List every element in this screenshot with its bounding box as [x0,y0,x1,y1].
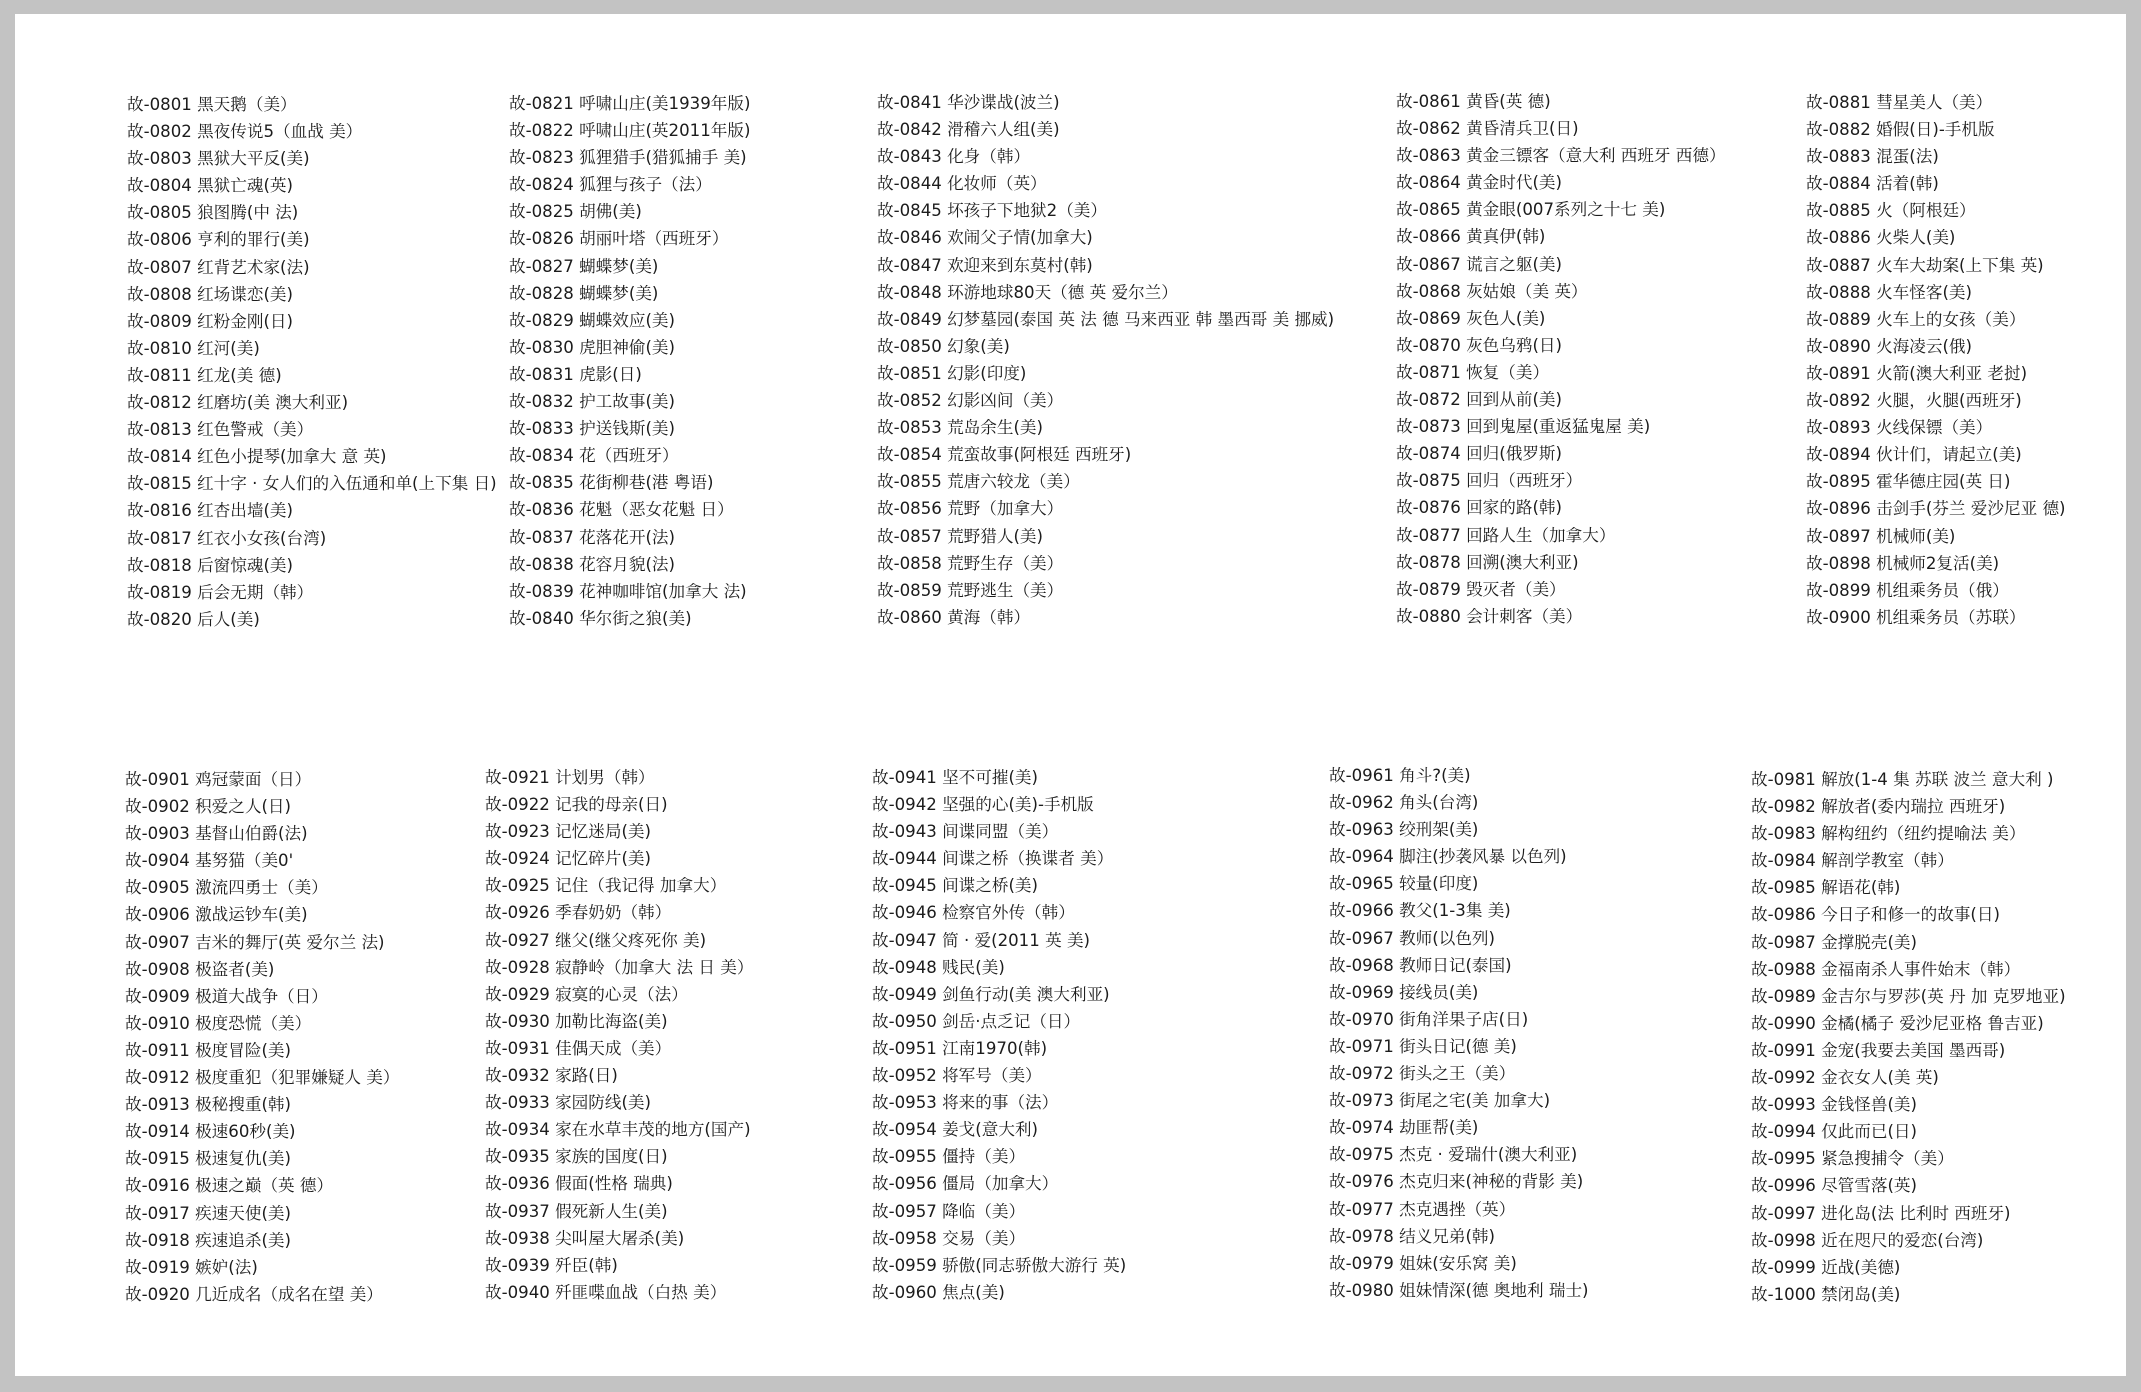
catalog-entry: 故-0972 街头之王（美） [1329,1064,1516,1084]
catalog-entry: 故-0813 红色警戒（美） [127,420,314,440]
catalog-entry: 故-0846 欢闹父子情(加拿大) [877,228,1093,248]
catalog-entry: 故-0894 伙计们，请起立(美) [1806,445,2022,465]
catalog-entry: 故-0829 蝴蝶效应(美) [509,310,676,330]
catalog-entry: 故-0968 教师日记(泰国) [1329,955,1512,975]
catalog-entry: 故-0914 极速60秒(美) [125,1122,296,1142]
catalog-entry: 故-0816 红杏出墙(美) [127,501,294,521]
catalog-entry: 故-0828 蝴蝶梦(美) [509,283,659,303]
catalog-entry: 故-0903 基督山伯爵(法) [125,824,308,844]
catalog-entry: 故-0995 紧急搜捕令（美） [1751,1149,1954,1169]
catalog-entry: 故-0898 机械师2复活(美) [1806,553,2000,573]
catalog-entry: 故-0983 解构纽约（纽约提喻法 美） [1751,824,2026,844]
catalog-entry: 故-0909 极道大战争（日） [125,986,328,1006]
catalog-entry: 故-0802 黑夜传说5（血战 美） [127,122,363,142]
catalog-entry: 故-0889 火车上的女孩（美） [1806,309,2026,329]
catalog-entry: 故-0942 坚强的心(美)-手机版 [872,795,1094,815]
catalog-entry: 故-0939 歼臣(韩) [485,1255,618,1275]
catalog-entry: 故-0928 寂静岭（加拿大 法 日 美） [485,957,754,977]
catalog-entry: 故-0927 继父(继父疼死你 美) [485,930,707,950]
catalog-entry: 故-0858 荒野生存（美） [877,553,1064,573]
catalog-entry: 故-0999 近战(美德) [1751,1257,1901,1277]
catalog-entry: 故-0958 交易（美） [872,1228,1026,1248]
catalog-entry: 故-0987 金撑脱壳(美) [1751,932,1918,952]
catalog-entry: 故-0919 嫉妒(法) [125,1257,258,1277]
catalog-entry: 故-0982 解放者(委内瑞拉 西班牙) [1751,797,2006,817]
catalog-entry: 故-0955 僵持（美） [872,1147,1026,1167]
catalog-entry: 故-0806 亨利的罪行(美) [127,230,310,250]
catalog-entry: 故-0881 彗星美人（美） [1806,93,1993,112]
catalog-entry: 故-0937 假死新人生(美) [485,1201,668,1221]
catalog-entry: 故-0902 积爱之人(日) [125,797,292,817]
catalog-entry: 故-0808 红场谍恋(美) [127,284,294,304]
catalog-entry: 故-0851 幻影(印度) [877,363,1027,383]
catalog-entry: 故-0885 火（阿根廷） [1806,201,1976,221]
catalog-entry: 故-0832 护工故事(美) [509,392,676,412]
catalog-entry: 故-0989 金吉尔与罗莎(英 丹 加 克罗地亚) [1751,986,2066,1006]
catalog-entry: 故-0913 极秘搜重(韩) [125,1095,292,1115]
catalog-entry: 故-0976 杰克归来(神秘的背影 美) [1329,1172,1584,1192]
catalog-entry: 故-0924 记忆碎片(美) [485,849,652,869]
catalog-entry: 故-0906 激战运钞车(美) [125,905,308,925]
catalog-entry: 故-0815 红十字 · 女人们的入伍通和单(上下集 日) [127,474,497,494]
catalog-entry: 故-0963 绞刑架(美) [1329,820,1479,840]
catalog-entry: 故-0893 火线保镖（美） [1806,418,1993,438]
catalog-entry: 故-0892 火腿，火腿(西班牙) [1806,391,2022,411]
catalog-entry: 故-0804 黑狱亡魂(英) [127,176,294,196]
catalog-entry: 故-0947 简 · 爱(2011 英 美) [872,930,1091,950]
catalog-entry: 故-0852 幻影凶间（美） [877,391,1064,411]
catalog-entry: 故-0984 解剖学教室（韩） [1751,851,1954,871]
catalog-entry: 故-0956 僵局（加拿大） [872,1174,1059,1194]
catalog-entry: 故-0836 花魁（恶女花魁 日） [509,500,734,520]
catalog-entry: 故-0922 记我的母亲(日) [485,795,668,815]
catalog-entry: 故-0842 滑稽六人组(美) [877,120,1060,140]
catalog-entry: 故-0882 婚假(日)-手机版 [1806,120,1995,140]
catalog-entry: 故-0933 家园防线(美) [485,1093,652,1113]
catalog-entry: 故-0960 焦点(美) [872,1282,1005,1302]
catalog-entry: 故-0833 护送钱斯(美) [509,419,676,439]
catalog-entry: 故-0848 环游地球80天（德 英 爱尔兰） [877,282,1178,302]
catalog-entry: 故-0931 佳偶天成（美） [485,1038,672,1058]
catalog-entry: 故-0929 寂寞的心灵（法） [485,984,688,1004]
catalog-entry: 故-0904 基努猫（美0' [125,851,294,871]
catalog-entry: 故-0838 花容月貌(法) [509,554,676,574]
catalog-entry: 故-0856 荒野（加拿大） [877,499,1064,519]
catalog-column-0801-0820 [127,91,497,633]
catalog-entry: 故-0985 解语花(韩) [1751,878,1901,898]
catalog-entry: 故-0879 毁灭者（美） [1396,579,1566,599]
catalog-column-0921-0940 [485,764,753,1306]
catalog-entry: 故-0951 江南1970(韩) [872,1038,1048,1058]
catalog-entry: 故-0895 霍华德庄园(英 日) [1806,472,2011,492]
catalog-entry: 故-0888 火车怪客(美) [1806,282,1973,302]
catalog-entry: 故-0971 街头日记(德 美) [1329,1036,1517,1056]
catalog-entry: 故-0854 荒蛮故事(阿根廷 西班牙) [877,445,1132,465]
catalog-entry: 故-0899 机组乘务员（俄） [1806,580,2009,600]
catalog-entry: 故-0817 红衣小女孩(台湾) [127,528,327,548]
catalog-column-0841-0860 [877,89,1334,631]
catalog-entry: 故-0912 极度重犯（犯罪嫌疑人 美） [125,1068,400,1088]
catalog-entry: 故-0834 花（西班牙） [509,446,679,466]
catalog-entry: 故-0967 教师(以色列) [1329,928,1496,948]
catalog-entry: 故-0978 结义兄弟(韩) [1329,1226,1496,1246]
catalog-entry: 故-0930 加勒比海盗(美) [485,1011,668,1031]
catalog-entry: 故-0849 幻梦墓园(泰国 英 法 德 马来西亚 韩 墨西哥 美 挪威) [877,309,1335,329]
catalog-entry: 故-0897 机械师(美) [1806,526,1956,546]
catalog-column-0881-0900 [1806,89,2066,631]
catalog-entry: 故-0810 红河(美) [127,338,260,358]
catalog-entry: 故-0807 红背艺术家(法) [127,257,310,277]
catalog-entry: 故-0905 激流四勇士（美） [125,878,328,898]
catalog-entry: 故-0824 狐狸与孩子（法） [509,175,712,195]
catalog-entry: 故-0886 火柴人(美) [1806,228,1956,248]
catalog-entry: 故-0996 尽管雪落(英) [1751,1176,1918,1196]
catalog-entry: 故-0883 混蛋(法) [1806,147,1939,167]
catalog-entry: 故-0954 姜戈(意大利) [872,1120,1039,1140]
catalog-entry: 故-0864 黄金时代(美) [1396,173,1563,193]
catalog-entry: 故-0953 将来的事（法） [872,1093,1059,1113]
catalog-entry: 故-1000 禁闭岛(美) [1751,1284,1901,1304]
catalog-column-0981-1000 [1751,766,2066,1308]
catalog-entry: 故-0908 极盗者(美) [125,959,275,979]
catalog-entry: 故-0843 化身（韩） [877,147,1031,167]
catalog-entry: 故-0863 黄金三镖客（意大利 西班牙 西德） [1396,146,1726,166]
catalog-entry: 故-0916 极速之巅（英 德） [125,1176,334,1196]
catalog-entry: 故-0857 荒野猎人(美) [877,526,1044,546]
catalog-entry: 故-0932 家路(日) [485,1066,618,1086]
catalog-entry: 故-0900 机组乘务员（苏联） [1806,607,2026,627]
catalog-entry: 故-0884 活着(韩) [1806,174,1939,194]
catalog-entry: 故-0819 后会无期（韩） [127,582,314,602]
catalog-entry: 故-0835 花街柳巷(港 粤语) [509,473,714,493]
catalog-entry: 故-0918 疾速追杀(美) [125,1230,292,1250]
catalog-entry: 故-0990 金橘(橘子 爱沙尼亚格 鲁吉亚) [1751,1013,2044,1033]
catalog-entry: 故-0853 荒岛余生(美) [877,418,1044,438]
catalog-entry: 故-0970 街角洋果子店(日) [1329,1009,1529,1029]
catalog-entry: 故-0911 极度冒险(美) [125,1040,292,1060]
catalog-entry: 故-0820 后人(美) [127,609,260,629]
catalog-column-0901-0920 [125,766,400,1308]
catalog-entry: 故-0877 回路人生（加拿大） [1396,525,1616,545]
catalog-entry: 故-0844 化妆师（英） [877,174,1047,194]
catalog-entry: 故-0869 灰色人(美) [1396,308,1546,328]
catalog-column-0941-0960 [872,764,1126,1306]
catalog-entry: 故-0975 杰克 · 爱瑞什(澳大利亚) [1329,1145,1578,1165]
catalog-entry: 故-0974 劫匪帮(美) [1329,1118,1479,1138]
catalog-entry: 故-0859 荒野逃生（美） [877,580,1064,600]
catalog-entry: 故-0915 极速复仇(美) [125,1149,292,1169]
catalog-entry: 故-0862 黄昏清兵卫(日) [1396,119,1579,139]
catalog-entry: 故-0969 接线员(美) [1329,982,1479,1002]
catalog-entry: 故-0901 鸡冠蒙面（日） [125,770,312,789]
catalog-entry: 故-0876 回家的路(韩) [1396,498,1563,518]
catalog-entry: 故-0896 击剑手(芬兰 爱沙尼亚 德) [1806,499,2066,519]
catalog-entry: 故-0917 疾速天使(美) [125,1203,292,1223]
catalog-entry: 故-0981 解放(1-4 集 苏联 波兰 意大利 ) [1751,770,2054,789]
catalog-column-0961-0980 [1329,762,1589,1304]
catalog-entry: 故-0965 较量(印度) [1329,874,1479,894]
catalog-entry: 故-0936 假面(性格 瑞典) [485,1174,673,1194]
catalog-entry: 故-0850 幻象(美) [877,336,1010,356]
catalog-entry: 故-0949 剑鱼行动(美 澳大利亚) [872,984,1110,1004]
catalog-entry: 故-0925 记住（我记得 加拿大） [485,876,727,896]
catalog-entry: 故-0907 吉米的舞厅(英 爱尔兰 法) [125,932,385,952]
catalog-entry: 故-0887 火车大劫案(上下集 英) [1806,255,2044,275]
catalog-entry: 故-0973 街尾之宅(美 加拿大) [1329,1091,1551,1111]
catalog-column-0861-0880 [1396,88,1726,630]
catalog-entry: 故-0839 花神咖啡馆(加拿大 法) [509,581,747,601]
catalog-entry: 故-0950 剑岳·点乏记（日） [872,1011,1081,1031]
catalog-entry: 故-0868 灰姑娘（美 英） [1396,281,1588,301]
catalog-entry: 故-0827 蝴蝶梦(美) [509,256,659,276]
catalog-entry: 故-0874 回归(俄罗斯) [1396,444,1563,464]
catalog-entry: 故-0805 狼图腾(中 法) [127,203,299,223]
catalog-entry: 故-0952 将军号（美） [872,1066,1042,1086]
catalog-entry: 故-0840 华尔街之狼(美) [509,608,692,628]
catalog-entry: 故-0959 骄傲(同志骄傲大游行 英) [872,1255,1127,1275]
catalog-entry: 故-0871 恢复（美） [1396,362,1550,382]
catalog-entry: 故-0923 记忆迷局(美) [485,822,652,842]
catalog-entry: 故-0938 尖叫屋大屠杀(美) [485,1228,685,1248]
catalog-entry: 故-0986 今日子和修一的故事(日) [1751,905,2000,925]
catalog-entry: 故-0948 贱民(美) [872,957,1005,977]
catalog-entry: 故-0998 近在咫尺的爱恋(台湾) [1751,1230,1984,1250]
catalog-entry: 故-0890 火海凌云(俄) [1806,336,1973,356]
catalog-entry: 故-0994 仅此而已(日) [1751,1122,1918,1142]
catalog-entry: 故-0934 家在水草丰茂的地方(国产) [485,1120,751,1140]
catalog-entry: 故-0997 进化岛(法 比利时 西班牙) [1751,1203,2011,1223]
catalog-entry: 故-0872 回到从前(美) [1396,390,1563,410]
catalog-entry: 故-0992 金衣女人(美 英) [1751,1068,1939,1088]
catalog-entry: 故-0957 降临（美） [872,1201,1026,1221]
catalog-entry: 故-0826 胡丽叶塔（西班牙） [509,229,729,249]
catalog-entry: 故-0812 红磨坊(美 澳大利亚) [127,393,349,413]
catalog-entry: 故-0861 黄昏(英 德) [1396,92,1551,111]
catalog-entry: 故-0825 胡佛(美) [509,202,642,222]
catalog-entry: 故-0977 杰克遇挫（英） [1329,1199,1516,1219]
catalog-entry: 故-0993 金钱怪兽(美) [1751,1095,1918,1115]
catalog-entry: 故-0837 花落花开(法) [509,527,676,547]
catalog-entry: 故-0940 歼匪喋血战（白热 美） [485,1282,727,1302]
catalog-entry: 故-0943 间谍同盟（美） [872,822,1059,842]
catalog-entry: 故-0822 呼啸山庄(英2011年版) [509,121,751,141]
catalog-entry: 故-0855 荒唐六较龙（美） [877,472,1080,492]
catalog-entry: 故-0961 角斗?(美) [1329,766,1471,785]
catalog-entry: 故-0980 姐妹情深(德 奥地利 瑞士) [1329,1280,1589,1300]
catalog-column-0821-0840 [509,90,750,632]
catalog-sheet [15,14,2126,1376]
catalog-entry: 故-0870 灰色乌鸦(日) [1396,335,1563,355]
catalog-entry: 故-0880 会计刺客（美） [1396,606,1583,626]
catalog-entry: 故-0945 间谍之桥(美) [872,876,1039,896]
catalog-entry: 故-0867 谎言之躯(美) [1396,254,1563,274]
catalog-entry: 故-0845 坏孩子下地狱2（美） [877,201,1107,221]
catalog-entry: 故-0941 坚不可摧(美) [872,768,1039,787]
catalog-entry: 故-0979 姐妹(安乐窝 美) [1329,1253,1517,1273]
catalog-entry: 故-0860 黄海（韩） [877,607,1031,627]
catalog-entry: 故-0821 呼啸山庄(美1939年版) [509,94,751,113]
catalog-entry: 故-0811 红龙(美 德) [127,365,282,385]
catalog-entry: 故-0921 计划男（韩） [485,768,655,787]
catalog-entry: 故-0830 虎胆神偷(美) [509,337,676,357]
catalog-entry: 故-0991 金宠(我要去美国 墨西哥) [1751,1040,2006,1060]
catalog-entry: 故-0831 虎影(日) [509,364,642,384]
catalog-entry: 故-0946 检察官外传（韩） [872,903,1075,923]
catalog-entry: 故-0935 家族的国度(日) [485,1147,668,1167]
catalog-entry: 故-0875 回归（西班牙） [1396,471,1583,491]
catalog-entry: 故-0818 后窗惊魂(美) [127,555,294,575]
catalog-entry: 故-0926 季春奶奶（韩） [485,903,672,923]
catalog-entry: 故-0847 欢迎来到东莫村(韩) [877,255,1093,275]
catalog-entry: 故-0809 红粉金刚(日) [127,311,294,331]
catalog-entry: 故-0878 回溯(澳大利亚) [1396,552,1579,572]
catalog-entry: 故-0801 黑天鹅（美） [127,95,297,114]
catalog-entry: 故-0865 黄金眼(007系列之十七 美) [1396,200,1666,220]
catalog-entry: 故-0823 狐狸猎手(猎狐捕手 美) [509,148,747,168]
catalog-entry: 故-0841 华沙谍战(波兰) [877,93,1060,112]
catalog-entry: 故-0814 红色小提琴(加拿大 意 英) [127,447,387,467]
catalog-entry: 故-0988 金福南杀人事件始末（韩） [1751,959,2021,979]
catalog-entry: 故-0920 几近成名（成名在望 美） [125,1284,383,1304]
catalog-entry: 故-0866 黄真伊(韩) [1396,227,1546,247]
catalog-entry: 故-0964 脚注(抄袭风暴 以色列) [1329,847,1567,867]
catalog-entry: 故-0910 极度恐慌（美） [125,1013,312,1033]
catalog-entry: 故-0966 教父(1-3集 美) [1329,901,1511,921]
catalog-entry: 故-0944 间谍之桥（换谍者 美） [872,849,1114,869]
catalog-entry: 故-0873 回到鬼屋(重返猛鬼屋 美) [1396,417,1651,437]
catalog-entry: 故-0891 火箭(澳大利亚 老挝) [1806,363,2028,383]
catalog-entry: 故-0962 角头(台湾) [1329,793,1479,813]
catalog-entry: 故-0803 黑狱大平反(美) [127,149,310,169]
